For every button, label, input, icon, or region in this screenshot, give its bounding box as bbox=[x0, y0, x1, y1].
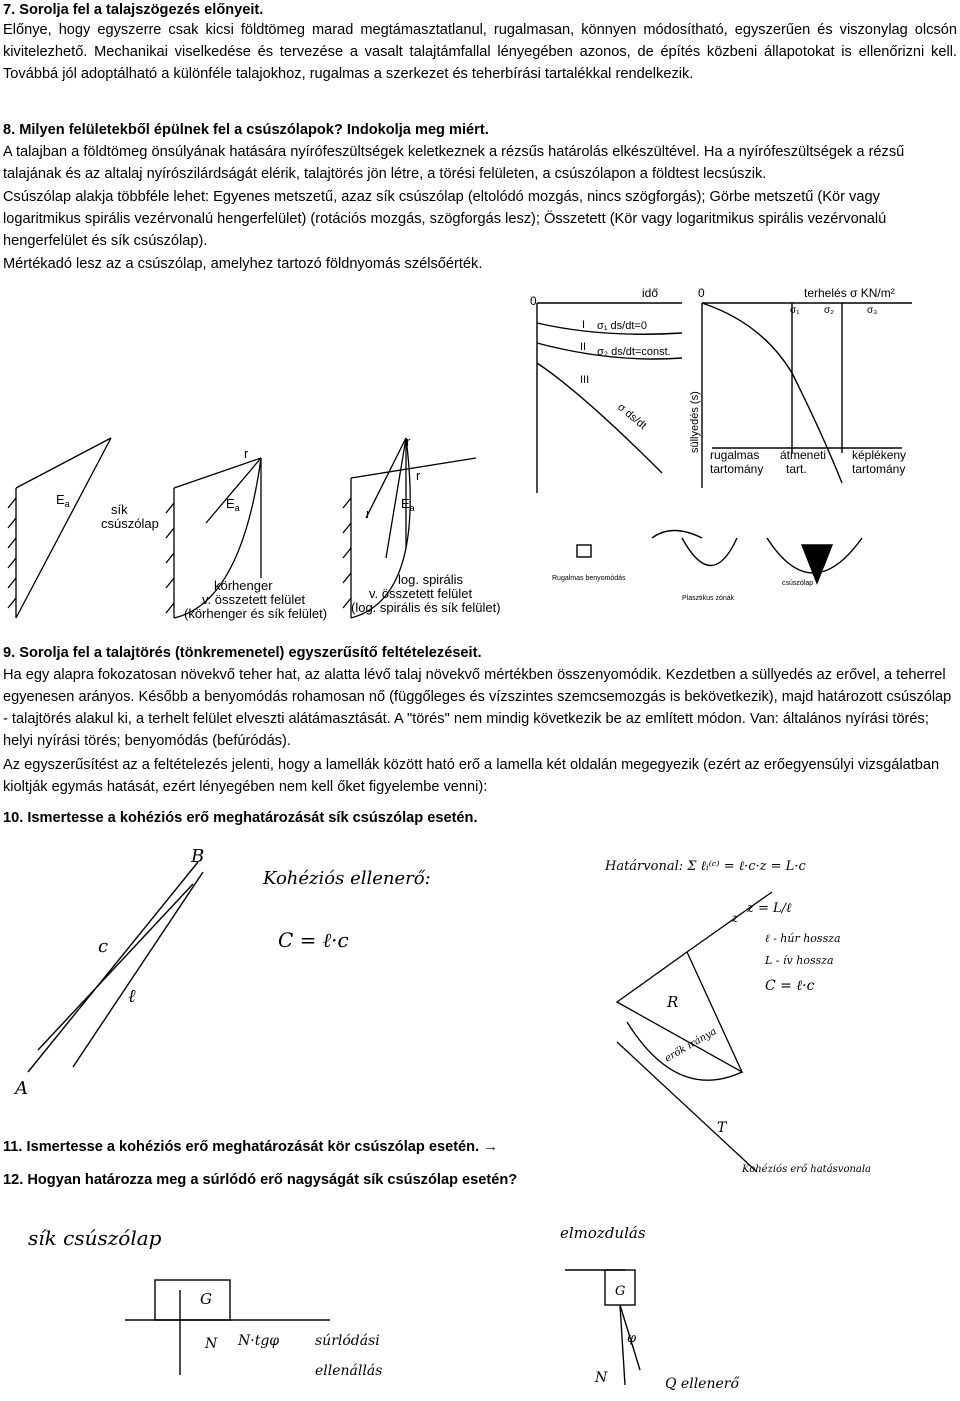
zero2-label: 0 bbox=[698, 286, 705, 300]
ea3-sub: a bbox=[409, 503, 415, 513]
cohesion-sketch-left bbox=[3, 832, 431, 1117]
vossz1b-label: (körhenger és sík felület) bbox=[184, 606, 328, 621]
ea2-label: E bbox=[226, 496, 235, 511]
ea3-label: E bbox=[401, 496, 410, 511]
arc-label: erők iránya bbox=[663, 1026, 719, 1065]
heading-sec11: 11. Ismertesse a kohéziós erő meghatározását kör csúszólap esetén. → bbox=[3, 1139, 498, 1155]
rugalmas-benyomodas-label: Rugalmas benyomódás bbox=[552, 575, 626, 582]
korhenger-label: körhenger bbox=[214, 578, 273, 593]
terheles-label: terhelés σ KN/m² bbox=[804, 286, 895, 300]
sigma2-curve-label: σ₂ ds/dt=const. bbox=[597, 346, 671, 358]
paragraph-sec9-2: Az egyszerűsítést az a feltételezés jelenti, hogy a lamellák között ható erő a lamella két oldalán megegyezik (ezért az erőegyensúlyi vizsgálatban kioltják egymás hatását, ezért lényegében nem kell őket figyelembe venni): bbox=[3, 757, 940, 795]
c-label: c bbox=[98, 936, 109, 957]
r1-label: r bbox=[366, 506, 371, 521]
def-l: ℓ - húr hossza bbox=[765, 932, 841, 945]
z-label: z bbox=[732, 911, 739, 925]
heading-sec7: 7. Sorolja fel a talajszögezés előnyeit. bbox=[3, 2, 264, 18]
paragraph-sec8-2: Csúszólap alakja többféle lehet: Egyenes metszetű, azaz sík csúszólap (eltolódó mozgás, nincs szögforgás); Görbe metszetű (Kör vagy logaritmikus spirális vezérvonalú hengerfelület) (rotációs mozgás, szögforgás lesz); Összetett (Kör vagy logaritmikus spirális vezérvonalú hengerfelület és sík csúszólap). bbox=[3, 189, 887, 249]
def-C: C = ℓ·c bbox=[765, 978, 815, 994]
z-equation: z = L/ℓ bbox=[747, 901, 792, 916]
ntgphi-label: N·tgφ bbox=[238, 1333, 280, 1349]
friction-sketch bbox=[10, 1200, 870, 1400]
q-ellenero-label: Q ellenerő bbox=[665, 1376, 739, 1392]
surlodasi-label: súrlódási bbox=[315, 1333, 380, 1349]
sik-label: sík bbox=[111, 502, 128, 517]
region3-label: III bbox=[580, 374, 590, 386]
radius-label: R bbox=[667, 993, 679, 1011]
l-label: ℓ bbox=[128, 986, 136, 1007]
tartomany3-label: tartomány bbox=[852, 462, 906, 476]
load-settlement-figure bbox=[522, 283, 922, 623]
vossz2b-label: (log. spirális és sík felület) bbox=[351, 600, 501, 615]
point-a-label: A bbox=[15, 1078, 28, 1099]
atmeneti-label: átmeneti bbox=[780, 448, 827, 462]
heading-sec8: 8. Milyen felületekből épülnek fel a csúszólapok? Indokolja meg miért. bbox=[3, 122, 489, 138]
elmozdulas-label: elmozdulás bbox=[560, 1224, 646, 1242]
r-label: r bbox=[244, 446, 249, 461]
t-label: T bbox=[717, 1120, 727, 1136]
sigma1-tick: σ₁ bbox=[790, 305, 800, 316]
n2-label: N bbox=[595, 1370, 608, 1386]
cohesion-sketch-right bbox=[597, 832, 872, 1182]
plasztikus-label: Plasztikus zónák bbox=[682, 595, 735, 602]
svg-text:Ea bbox=[56, 492, 70, 509]
foot-label: Kohéziós erő hatásvonala bbox=[742, 1164, 872, 1175]
slip-surface-figure bbox=[6, 428, 524, 626]
tartomany1-label: tartomány bbox=[710, 462, 764, 476]
ea2-sub: a bbox=[234, 503, 240, 513]
def-L: L - ív hossza bbox=[765, 954, 834, 967]
ea1-label: E bbox=[56, 492, 65, 507]
ea1-sub: a bbox=[64, 499, 70, 509]
r2-label: r bbox=[416, 468, 421, 483]
g2-label: G bbox=[615, 1284, 626, 1299]
sigma1-curve-label: σ₁ ds/dt=0 bbox=[597, 320, 647, 332]
logspiral-label: log. spirális bbox=[398, 572, 464, 587]
point-b-label: B bbox=[191, 846, 205, 867]
csuszolap-label: csúszólap bbox=[101, 516, 159, 531]
g-label: G bbox=[200, 1290, 212, 1308]
rugalmas-label: rugalmas bbox=[710, 448, 760, 462]
paragraph-sec8-3: Mértékadó lesz az a csúszólap, amelyhez tartozó földnyomás szélsőérték. bbox=[3, 256, 483, 272]
csuszolap-small-label: csúszólap bbox=[782, 580, 814, 587]
vossz1-label: v. összetett felület bbox=[202, 592, 306, 607]
heading-sec10: 10. Ismertesse a kohéziós erő meghatározását sík csúszólap esetén. bbox=[3, 810, 478, 826]
keplekeny-label: képlékeny bbox=[852, 448, 907, 462]
ido-label: idő bbox=[642, 286, 659, 300]
sigma2-tick: σ₂ bbox=[824, 305, 835, 316]
phi-label: φ bbox=[627, 1331, 637, 1346]
sigma3-tick: σ₃ bbox=[867, 305, 878, 316]
tartomany2-label: tart. bbox=[786, 462, 807, 476]
paragraph-sec8-1: A talajban a földtömeg önsúlyának hatására nyírófeszültségek keletkeznek a rézsűs határolás elkészültével. Ha a nyírófeszültségek a rézsű talajának és az altalaj nyírószilárdságát elérik, talajtörés jön létre, a törési felületen, a csúszólapon a földtest lecsúszik. bbox=[3, 144, 905, 182]
paragraph-sec9-1: Ha egy alapra fokozatosan növekvő teher hat, az alatta lévő talaj növekvő mértékben összenyomódik. Kezdetben a süllyedés az erővel, a teherrel egyenesen arányos. Később a benyomódás rohamosan nő (függőleges és vízszintes szemcsemozgás is bekövetkezik), majd határozott csúszólap - talajtörés alakul ki, a terhelt felület elveszti alátámasztását. A "törés" nem mindig következik be az említett módon. Van: általános nyírási törés; helyi nyírási törés; benyomódás (befúródás). bbox=[3, 667, 952, 749]
region2-label: II bbox=[580, 341, 587, 353]
yaxis-label: süllyedés (s) bbox=[689, 391, 701, 453]
kohezios-title: Kohéziós ellenerő: bbox=[263, 868, 431, 889]
n-label: N bbox=[205, 1336, 218, 1352]
hatarvonal-equation: Határvonal: Σ ℓᵢ⁽ᶜ⁾ = ℓ·c·z = L·c bbox=[605, 859, 806, 874]
r3-label: r bbox=[406, 434, 411, 449]
zero1-label: 0 bbox=[530, 294, 537, 308]
vossz2-label: v. összetett felület bbox=[369, 586, 473, 601]
region1-label: I bbox=[582, 319, 586, 331]
svg-text:Ea bbox=[226, 496, 240, 513]
ellenallas-label: ellenállás bbox=[315, 1363, 383, 1379]
paragraph-sec7: Előnye, hogy egyszerre csak kicsi földtömeg marad megtámasztatlanul, rugalmasan, könnyen módosítható, egyszerűen és viszonylag olcsón kivitelezhető. Mechanikai viselkedése és tervezése a vasalt talajtámfallal lényegében azonos, de építés közbeni állapotokat is ellenőrizni kell. Továbbá jól adoptálható a különféle talajokhoz, rugalmas a szerkezet és teherbírási tartalékkal rendelkezik. bbox=[3, 22, 957, 82]
svg-text:Ea bbox=[401, 496, 415, 513]
heading-sec9: 9. Sorolja fel a talajtörés (tönkremenetel) egyszerűsítő feltételezéseit. bbox=[3, 645, 482, 661]
sigma3-curve-label: σ ds/dt bbox=[615, 401, 649, 432]
heading-sec12: 12. Hogyan határozza meg a súrlódó erő nagyságát sík csúszólap esetén? bbox=[3, 1172, 518, 1188]
sik-csuszolap-title: sík csúszólap bbox=[28, 1226, 162, 1250]
cohesion-equation: C = ℓ·c bbox=[278, 928, 349, 952]
